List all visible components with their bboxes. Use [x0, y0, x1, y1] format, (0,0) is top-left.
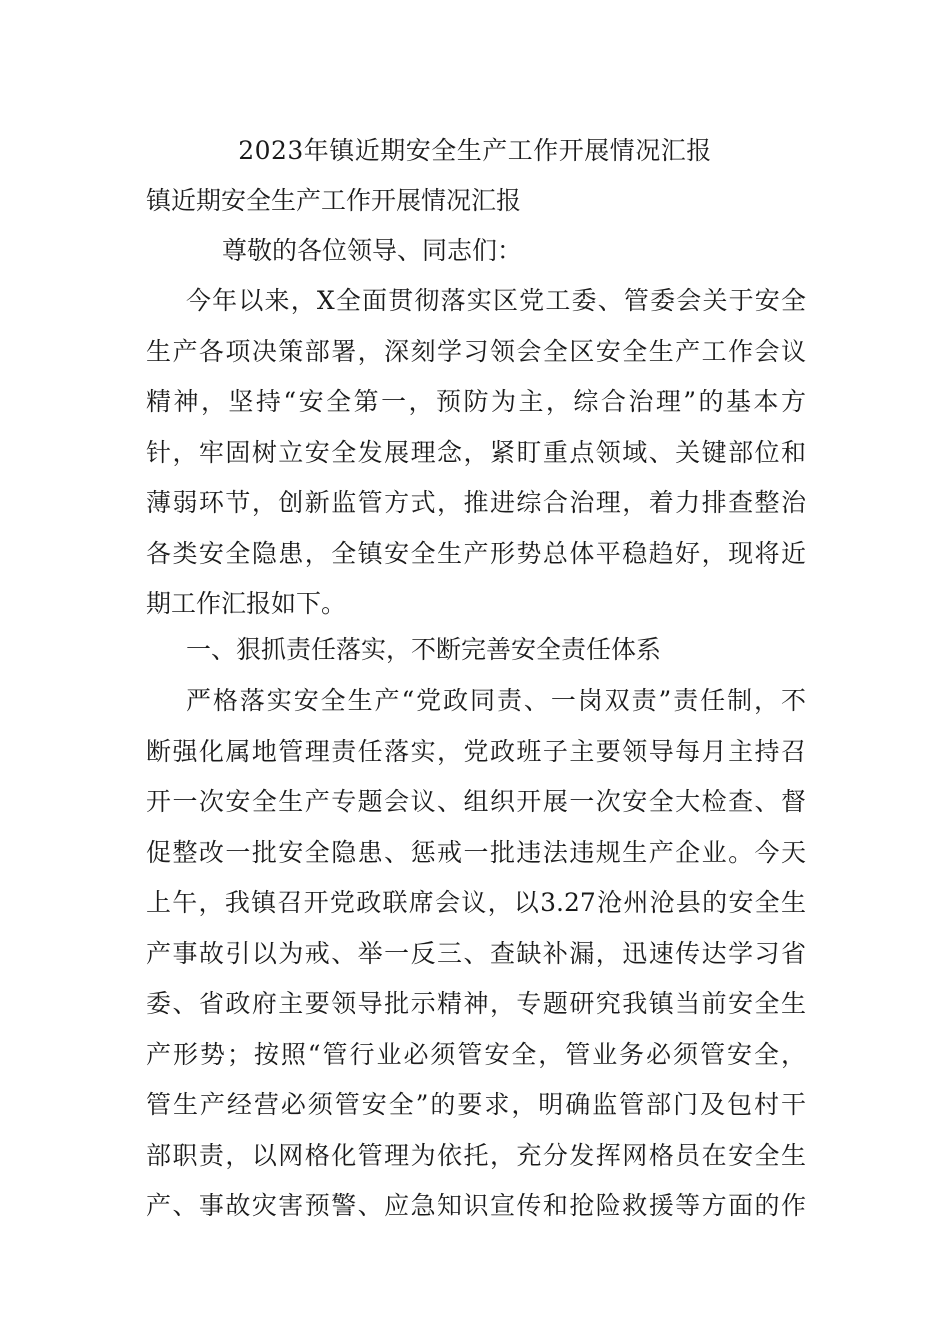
- greeting-line: 尊敬的各位领导、同志们：: [222, 236, 523, 265]
- paragraph-line: 产事故引以为戒、举一反三、查缺补漏，迅速传达学习省: [146, 938, 806, 968]
- document-title: 2023年镇近期安全生产工作开展情况汇报: [238, 136, 712, 165]
- paragraph-line: 针，牢固树立安全发展理念，紧盯重点领域、关键部位和: [146, 437, 806, 467]
- paragraph-line: 薄弱环节，创新监管方式，推进综合治理，着力排查整治: [146, 488, 806, 517]
- paragraph-line: 生产各项决策部署，深刻学习领会全区安全生产工作会议: [146, 336, 806, 366]
- paragraph-line: 精神，坚持“安全第一，预防为主，综合治理”的基本方: [146, 387, 806, 416]
- section-heading-1: 一、狠抓责任落实，不断完善安全责任体系: [186, 635, 662, 664]
- paragraph-line: 委、省政府主要领导批示精神，专题研究我镇当前安全生: [146, 989, 806, 1018]
- paragraph-line: 期工作汇报如下。: [146, 589, 347, 618]
- paragraph-line: 产形势；按照“管行业必须管安全，管业务必须管安全，: [146, 1039, 806, 1069]
- document-subtitle: 镇近期安全生产工作开展情况汇报: [146, 186, 522, 215]
- paragraph-line: 产、事故灾害预警、应急知识宣传和抢险救援等方面的作: [146, 1191, 806, 1220]
- paragraph-line: 严格落实安全生产“党政同责、一岗双责”责任制，不: [186, 686, 806, 715]
- paragraph-line: 促整改一批安全隐患、惩戒一批违法违规生产企业。今天: [146, 837, 806, 867]
- paragraph-section-1: [146, 676, 806, 1232]
- paragraph-line: 部职责，以网格化管理为依托，充分发挥网格员在安全生: [146, 1140, 806, 1170]
- paragraph-line: 管生产经营必须管安全”的要求，明确监管部门及包村干: [146, 1090, 806, 1119]
- paragraph-line: 断强化属地管理责任落实，党政班子主要领导每月主持召: [146, 736, 806, 766]
- paragraph-line: 今年以来，X全面贯彻落实区党工委、管委会关于安全: [186, 286, 806, 315]
- paragraph-line: 开一次安全生产专题会议、组织开展一次安全大检查、督: [146, 787, 806, 816]
- paragraph-line: 各类安全隐患，全镇安全生产形势总体平稳趋好，现将近: [146, 538, 806, 568]
- paragraph-intro: [146, 276, 806, 630]
- paragraph-line: 上午，我镇召开党政联席会议，以3.27沧州沧县的安全生: [146, 888, 806, 917]
